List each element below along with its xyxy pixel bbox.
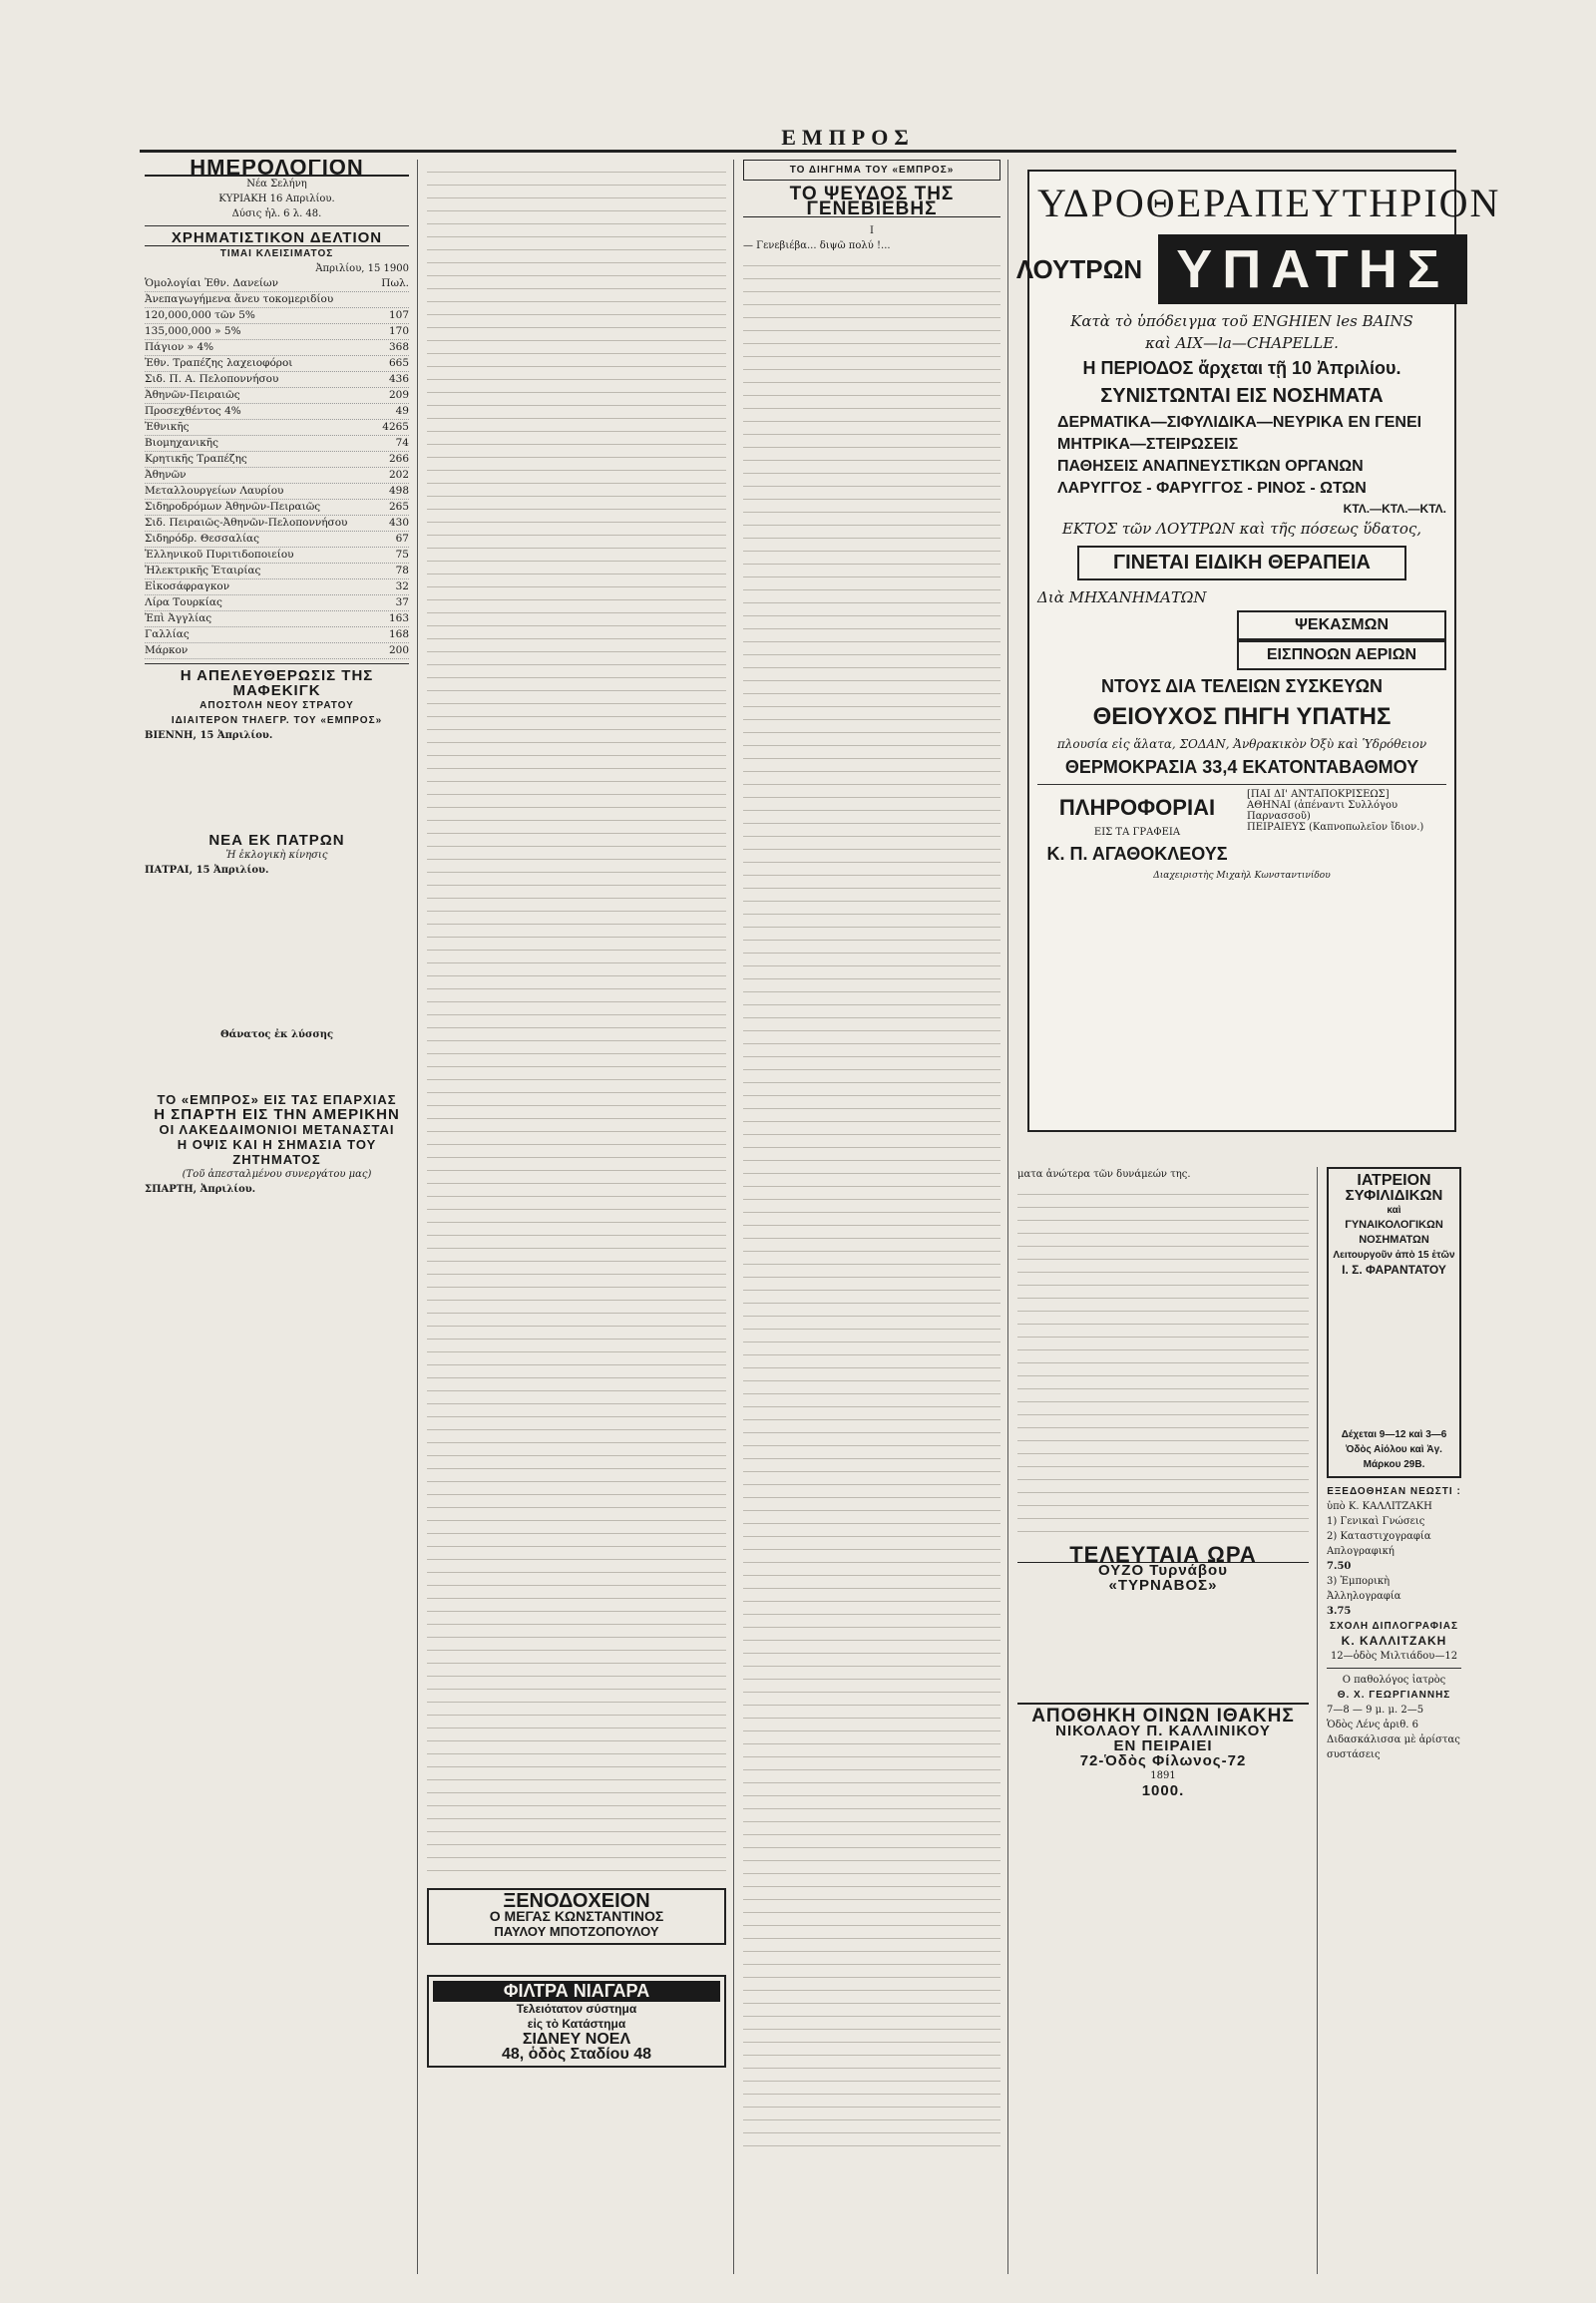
spa-douche: ΝΤΟΥΣ ΔΙΑ ΤΕΛΕΙΩΝ ΣΥΣΚΕΥΩΝ bbox=[1100, 676, 1384, 696]
divider bbox=[145, 663, 409, 664]
rate-row bbox=[145, 404, 409, 420]
spa-info-right bbox=[1247, 789, 1446, 871]
column-2 bbox=[427, 160, 726, 2284]
ouzo-tyrnavos: «ΤΥΡΝΑΒΟΣ» bbox=[1108, 1577, 1218, 1594]
rate-value: 32 bbox=[395, 580, 409, 592]
story-text bbox=[743, 253, 1000, 2148]
clinic-address: Ὁδὸς Αἰόλου καὶ Ἁγ. Μάρκου 29Β. bbox=[1346, 1444, 1442, 1470]
text-line: ματα ἀνώτερα τῶν δυνάμεών της. bbox=[1017, 1169, 1191, 1180]
clinic-doctor: Ι. Σ. ΦΑΡΑΝΤΑΤΟΥ bbox=[1342, 1263, 1446, 1277]
pub-from: ὑπὸ Κ. ΚΑΛΛΙΤΖΑΚΗ bbox=[1327, 1501, 1432, 1512]
spa-spray: ΨΕΚΑΣΜΩΝ bbox=[1237, 610, 1446, 640]
column-rule bbox=[1317, 1167, 1318, 2274]
spa-footnote: Διαχειριστὴς Μιχαὴλ Κωνσταντινίδου bbox=[1153, 871, 1331, 881]
rate-value: 209 bbox=[388, 389, 409, 401]
rate-row bbox=[145, 292, 409, 308]
rate-name: Γαλλίας bbox=[145, 628, 190, 640]
rate-row bbox=[145, 356, 409, 372]
calendar-title: ΗΜΕΡΟΛΟΓΙΟΝ bbox=[145, 160, 409, 177]
spa-ad bbox=[1015, 170, 1501, 1132]
rate-row bbox=[145, 516, 409, 532]
top-rule bbox=[140, 150, 1456, 153]
column-5 bbox=[1327, 1167, 1461, 2284]
rate-name: Ἑλληνικοῦ Πυριτιδοποιείου bbox=[145, 549, 294, 561]
column-4 bbox=[1017, 1167, 1309, 2284]
divider bbox=[1037, 784, 1446, 785]
story-section: ΤΟ ΔΙΗΓΗΜΑ ΤΟΥ «ΕΜΠΡΟΣ» bbox=[743, 160, 1000, 181]
school-title: ΣΧΟΛΗ ΔΙΠΛΟΓΡΑΦΙΑΣ bbox=[1330, 1621, 1458, 1632]
spa-owner: Κ. Π. ΑΓΑΘΟΚΛΕΟΥΣ bbox=[1046, 844, 1228, 864]
filter-shop: ΣΙΔΝΕΥ ΝΟΕΛ bbox=[522, 2031, 631, 2048]
rate-row bbox=[145, 436, 409, 452]
spa-spring: ΘΕΙΟΥΧΟΣ ΠΗΓΗ ΥΠΑΤΗΣ bbox=[1092, 703, 1392, 730]
calendar-line: ΚΥΡΙΑΚΗ 16 Απριλίου. bbox=[218, 193, 335, 204]
column-1 bbox=[145, 160, 409, 2284]
rate-row bbox=[145, 500, 409, 516]
divider bbox=[1327, 1668, 1461, 1669]
rate-value: 498 bbox=[388, 485, 409, 497]
rate-value: 436 bbox=[388, 373, 409, 385]
wine-year: 1891 bbox=[1150, 1770, 1176, 1781]
spa-brand bbox=[1015, 234, 1450, 304]
rate-name: Ἀνεπαγωγήμενα ἄνευ τοκομεριδίου bbox=[145, 293, 334, 305]
rate-value: 265 bbox=[388, 501, 409, 513]
spa-agents: [ΠΑΙ ΔΙ' ΑΝΤΑΠΟΚΡΙΣΕΩΣ] bbox=[1247, 789, 1390, 800]
news-headline: ΝΕΑ ΕΚ ΠΑΤΡΩΝ bbox=[208, 832, 345, 849]
spa-period: Η ΠΕΡΙΟΔΟΣ ἄρχεται τῇ 10 Ἀπριλίου. bbox=[1082, 358, 1401, 378]
story-part: Ι bbox=[870, 225, 874, 236]
spa-list-item: ΛΑΡΥΓΓΟΣ - ΦΑΡΥΓΓΟΣ - ΡΙΝΟΣ - ΩΤΩΝ bbox=[1057, 480, 1367, 497]
market-date: Ἀπριλίου, 15 1900 bbox=[315, 263, 409, 274]
school-address: 12—ὁδὸς Μιλτιάδου—12 bbox=[1330, 1651, 1458, 1662]
pub-price: 7.50 bbox=[1327, 1561, 1352, 1572]
rate-value: 202 bbox=[388, 469, 409, 481]
rate-name: Πάγιον » 4% bbox=[145, 341, 214, 353]
doctor-name: Θ. Χ. ΓΕΩΡΓΙΑΝΝΗΣ bbox=[1337, 1690, 1451, 1701]
spa-machines: Διὰ ΜΗΧΑΝΗΜΑΤΩΝ bbox=[1037, 588, 1207, 606]
rate-name: Μάρκον bbox=[145, 644, 189, 656]
rate-row bbox=[145, 468, 409, 484]
calendar-line: Δύσις ἡλ. 6 λ. 48. bbox=[231, 208, 322, 219]
rate-name: Σιδ. Πειραιῶς-Ἀθηνῶν-Πελοποννήσου bbox=[145, 517, 348, 529]
story-opening: — Γενεβιέβα... διψῶ πολύ !... bbox=[743, 240, 891, 251]
news-subheadline: ΑΠΟΣΤΟΛΗ ΝΕΟΥ ΣΤΡΑΤΟΥ bbox=[200, 700, 354, 711]
filter-ad bbox=[427, 1975, 726, 2068]
rate-value: 37 bbox=[395, 596, 409, 608]
wine-price: 1000. bbox=[1141, 1782, 1185, 1799]
ouzo-brand: ΟΥΖΟ Τυρνάβου bbox=[1098, 1562, 1228, 1579]
clinic-title: ΙΑΤΡΕΙΟΝ bbox=[1357, 1172, 1431, 1189]
rate-value: 665 bbox=[388, 357, 409, 369]
column-3 bbox=[743, 160, 1000, 2284]
rate-name: Σιδηρόδρ. Θεσσαλίας bbox=[145, 533, 260, 545]
column-rule bbox=[417, 160, 418, 2274]
rate-name: Ἀθηνῶν bbox=[145, 469, 187, 481]
news-headline: Η ΑΠΕΛΕΥΘΕΡΩΣΙΣ ΤΗΣ ΜΑΦΕΚΙΓΚ bbox=[180, 667, 374, 699]
pub-item: 3) Ἐμπορικὴ Ἀλληλογραφία bbox=[1327, 1576, 1401, 1602]
pub-title: ΕΞΕΔΟΘΗΣΑΝ ΝΕΩΣΤΙ : bbox=[1327, 1486, 1461, 1497]
spa-brand-name: ΥΠΑΤΗΣ bbox=[1158, 234, 1467, 304]
news-dateline: ΒΙΕΝΝΗ, 15 Ἀπριλίου. bbox=[145, 730, 273, 741]
news-headline: Η ΣΠΑΡΤΗ ΕΙΣ ΤΗΝ ΑΜΕΡΙΚΗΝ bbox=[154, 1106, 400, 1123]
rate-name: Ἐθν. Τραπέζης λαχειοφόροι bbox=[145, 357, 293, 369]
rate-value: 266 bbox=[388, 453, 409, 465]
rate-name: Ἀθηνῶν-Πειραιῶς bbox=[145, 389, 240, 401]
clinic-ad bbox=[1327, 1167, 1461, 1478]
masthead: ΕΜΠΡΟΣ bbox=[781, 125, 915, 150]
rate-name: Βιομηχανικῆς bbox=[145, 437, 218, 449]
clinic-accept: Δέχεται 9—12 καὶ 3—6 bbox=[1341, 1429, 1447, 1440]
rate-name: 120,000,000 τῶν 5% bbox=[145, 309, 255, 321]
rate-name: Ἐπὶ Ἀγγλίας bbox=[145, 612, 212, 624]
news-source: ΙΔΙΑΙΤΕΡΟΝ ΤΗΛΕΓΡ. ΤΟΥ «ΕΜΠΡΟΣ» bbox=[171, 715, 383, 726]
news-subheadline: Θάνατος ἐκ λύσσης bbox=[219, 1029, 334, 1040]
text-block bbox=[145, 878, 409, 1027]
news-dateline: ΠΑΤΡΑΙ, 15 Ἀπριλίου. bbox=[145, 865, 269, 876]
hotel-name: Ο ΜΕΓΑΣ ΚΩΝΣΤΑΝΤΙΝΟΣ bbox=[489, 1908, 664, 1924]
rate-name: 135,000,000 » 5% bbox=[145, 325, 241, 337]
filter-sub: Τελειότατον σύστημα bbox=[516, 2002, 637, 2016]
rate-value: Πωλ. bbox=[381, 277, 409, 289]
hotel-ad bbox=[427, 1888, 726, 1945]
news-headline: ΟΙ ΛΑΚΕΔΑΙΜΟΝΙΟΙ ΜΕΤΑΝΑΣΤΑΙ bbox=[159, 1122, 395, 1137]
rate-name: Ἠλεκτρικῆς Ἑταιρίας bbox=[145, 565, 261, 576]
pub-item: 1) Γενικαὶ Γνώσεις bbox=[1327, 1516, 1425, 1527]
clinic-main: ΣΥΦΙΛΙΔΙΚΩΝ bbox=[1345, 1187, 1443, 1204]
rate-row bbox=[145, 484, 409, 500]
filter-sub: εἰς τὸ Κατάστημα bbox=[527, 2017, 626, 2031]
spa-list-item: ΠΑΘΗΣΕΙΣ ΑΝΑΠΝΕΥΣΤΙΚΩΝ ΟΡΓΑΝΩΝ bbox=[1057, 458, 1364, 475]
rate-value: 163 bbox=[388, 612, 409, 624]
news-dateline: ΣΠΑΡΤΗ, Ἀπριλίου. bbox=[145, 1184, 256, 1195]
market-subtitle: ΤΙΜΑΙ ΚΛΕΙΣΙΜΑΤΟΣ bbox=[219, 248, 334, 259]
spa-inhal: ΕΙΣΠΝΟΩΝ ΑΕΡΙΩΝ bbox=[1237, 640, 1446, 670]
news-subheadline: Ἡ ἐκλογικὴ κίνησις bbox=[225, 850, 328, 861]
text-block bbox=[1017, 1593, 1309, 1703]
rate-name: Εἰκοσάφραγκον bbox=[145, 580, 230, 592]
rate-value: 67 bbox=[395, 533, 409, 545]
doctor-title: Ο παθολόγος ἰατρὸς bbox=[1342, 1675, 1446, 1686]
rate-value: 107 bbox=[388, 309, 409, 321]
pub-price: 3.75 bbox=[1327, 1606, 1352, 1617]
rate-name: Μεταλλουργείων Λαυρίου bbox=[145, 485, 284, 497]
clinic-gyn: ΓΥΝΑΙΚΟΛΟΓΙΚΩΝ ΝΟΣΗΜΑΤΩΝ bbox=[1345, 1219, 1443, 1246]
rate-name: Ἐθνικῆς bbox=[145, 421, 190, 433]
spa-temp: ΘΕΡΜΟΚΡΑΣΙΑ 33,4 ΕΚΑΤΟΝΤΑΒΑΘΜΟΥ bbox=[1064, 757, 1419, 777]
rate-name: Κρητικῆς Τραπέζης bbox=[145, 453, 247, 465]
rate-name: Σιδηροδρόμων Ἀθηνῶν-Πειραιῶς bbox=[145, 501, 321, 513]
spa-model: Κατὰ τὸ ὑπόδειγμα τοῦ ENGHIEN les BAINS bbox=[1070, 312, 1413, 330]
text-block bbox=[145, 743, 409, 833]
rate-value: 49 bbox=[395, 405, 409, 417]
rate-row bbox=[145, 388, 409, 404]
rate-row bbox=[145, 532, 409, 548]
rate-value: 170 bbox=[388, 325, 409, 337]
spa-spring-note: πλουσία εἰς ἅλατα, ΣΟΔΑΝ, Ἀνθρακικὸν Ὀξὺ καὶ Ὑδρόθειον bbox=[1056, 737, 1427, 751]
story-title: ΤΟ ΨΕΥΔΟΣ ΤΗΣ ΓΕΝΕΒΙΕΒΗΣ bbox=[743, 187, 1000, 217]
market-title: ΧΡΗΜΑΤΙΣΤΙΚΟΝ ΔΕΛΤΙΟΝ bbox=[145, 230, 409, 246]
spa-label: ΛΟΥΤΡΩΝ bbox=[1015, 253, 1143, 284]
filter-address: 48, ὁδὸς Σταδίου 48 bbox=[501, 2046, 652, 2063]
news-byline: (Τοῦ ἀπεσταλμένου συνεργάτου μας) bbox=[182, 1169, 372, 1180]
rate-row bbox=[145, 340, 409, 356]
rate-name: Λίρα Τουρκίας bbox=[145, 596, 222, 608]
ouzo-title: ΤΕΛΕΥΤΑΙΑ ΩΡΑ bbox=[1017, 1547, 1309, 1563]
rate-row bbox=[145, 627, 409, 643]
rate-value: 4265 bbox=[382, 421, 409, 433]
rate-row bbox=[145, 595, 409, 611]
rate-value: 368 bbox=[388, 341, 409, 353]
clinic-hours: Λειτουργοῦν ἀπὸ 15 ἐτῶν bbox=[1333, 1250, 1455, 1261]
wine-owner: ΝΙΚΟΛΑΟΥ Π. ΚΑΛΛΙΝΙΚΟΥ bbox=[1055, 1723, 1271, 1739]
rate-row bbox=[145, 611, 409, 627]
rate-value: 200 bbox=[388, 644, 409, 656]
clinic-and: καὶ bbox=[1387, 1205, 1401, 1216]
filter-title: ΦΙΛΤΡΑ ΝΙΑΓΑΡΑ bbox=[433, 1981, 720, 2002]
spa-athens: ΑΘΗΝΑΙ (ἀπέναντι Συλλόγου Παρνασσοῦ) bbox=[1247, 800, 1398, 822]
text-block bbox=[145, 1042, 409, 1092]
rate-row bbox=[145, 548, 409, 564]
text-block bbox=[1333, 1278, 1455, 1427]
rate-row bbox=[145, 372, 409, 388]
spa-list-item: ΚΤΛ.—ΚΤΛ.—ΚΤΛ. bbox=[1343, 502, 1446, 516]
spa-info bbox=[1037, 789, 1446, 871]
spa-list-item: ΜΗΤΡΙΚΑ—ΣΤΕΙΡΩΣΕΙΣ bbox=[1057, 436, 1239, 453]
news-headline: ΤΟ «ΕΜΠΡΟΣ» ΕΙΣ ΤΑΣ ΕΠΑΡΧΙΑΣ bbox=[157, 1092, 397, 1107]
hotel-title: ΞΕΝΟΔΟΧΕΙΟΝ bbox=[503, 1890, 650, 1912]
rates-table bbox=[145, 276, 409, 659]
spa-list-item: ΔΕΡΜΑΤΙΚΑ—ΣΙΦΥΛΙΔΙΚΑ—ΝΕΥΡΙΚΑ ΕΝ ΓΕΝΕΙ bbox=[1057, 414, 1422, 431]
spa-model: καὶ AIX—la—CHAPELLE. bbox=[1145, 334, 1339, 352]
teacher-ad: Διδασκάλισσα μὲ ἀρίστας συστάσεις bbox=[1327, 1734, 1460, 1760]
rate-value: 430 bbox=[388, 517, 409, 529]
rate-row bbox=[145, 308, 409, 324]
story-text bbox=[1017, 1182, 1309, 1541]
rate-value: 78 bbox=[395, 565, 409, 576]
spa-special: ΓΙΝΕΤΑΙ ΕΙΔΙΚΗ ΘΕΡΑΠΕΙΑ bbox=[1077, 546, 1406, 580]
column-rule bbox=[733, 160, 734, 2274]
calendar-line: Νέα Σελήνη bbox=[246, 179, 307, 190]
rate-name: Ὁμολογίαι Ἐθν. Δανείων bbox=[145, 277, 278, 289]
doctor-address: Ὁδὸς Λένς ἀριθ. 6 bbox=[1327, 1720, 1418, 1730]
spa-info-sub: ΕΙΣ ΤΑ ΓΡΑΦΕΙΑ bbox=[1093, 827, 1181, 838]
school-name: Κ. ΚΑΛΛΙΤΖΑΚΗ bbox=[1341, 1634, 1447, 1648]
doctor-hours: 7—8 — 9 μ. μ. 2—5 bbox=[1327, 1705, 1424, 1716]
rate-name: Προσεχθέντος 4% bbox=[145, 405, 241, 417]
hotel-owner: ΠΑΥΛΟΥ ΜΠΟΤΖΟΠΟΥΛΟΥ bbox=[494, 1924, 659, 1939]
spa-info-title: ΠΛΗΡΟΦΟΡΙΑΙ bbox=[1058, 795, 1216, 820]
rate-row bbox=[145, 276, 409, 292]
news-headline: Η ΟΨΙΣ ΚΑΙ Η ΣΗΜΑΣΙΑ ΤΟΥ ΖΗΤΗΜΑΤΟΣ bbox=[177, 1137, 377, 1167]
pub-item: 2) Καταστιχογραφία Απλογραφική bbox=[1327, 1531, 1431, 1557]
article-text bbox=[427, 160, 726, 1880]
spa-title: ΥΔΡΟΘΕΡΑΠΕΥΤΗΡΙΟΝ bbox=[1037, 181, 1501, 225]
rate-value: 168 bbox=[388, 628, 409, 640]
wine-address: 72-Ὁδὸς Φίλωνος-72 bbox=[1079, 1752, 1247, 1769]
rate-row bbox=[145, 564, 409, 579]
rate-row bbox=[145, 324, 409, 340]
divider bbox=[145, 225, 409, 226]
column-rule bbox=[1007, 160, 1008, 2274]
rate-row bbox=[145, 643, 409, 659]
rate-value: 74 bbox=[395, 437, 409, 449]
rate-value: 75 bbox=[395, 549, 409, 561]
rate-row bbox=[145, 420, 409, 436]
spa-info-left bbox=[1037, 789, 1237, 871]
rate-row bbox=[145, 452, 409, 468]
spa-piraeus: ΠΕΙΡΑΙΕΥΣ (Καπνοπωλεῖον ἴδιον.) bbox=[1247, 822, 1424, 833]
rate-name: Σιδ. Π. Α. Πελοποννήσου bbox=[145, 373, 279, 385]
rate-row bbox=[145, 579, 409, 595]
spa-recommend: ΣΥΝΙΣΤΩΝΤΑΙ ΕΙΣ ΝΟΣΗΜΑΤΑ bbox=[1100, 385, 1384, 407]
spa-extra: ΕΚΤΟΣ τῶν ΛΟΥΤΡΩΝ καὶ τῆς πόσεως ὕδατος, bbox=[1061, 520, 1422, 538]
wine-title: ΑΠΟΘΗΚΗ ΟΙΝΩΝ ΙΘΑΚΗΣ bbox=[1017, 1703, 1309, 1724]
wine-city: ΕΝ ΠΕΙΡΑΙΕΙ bbox=[1113, 1737, 1213, 1754]
